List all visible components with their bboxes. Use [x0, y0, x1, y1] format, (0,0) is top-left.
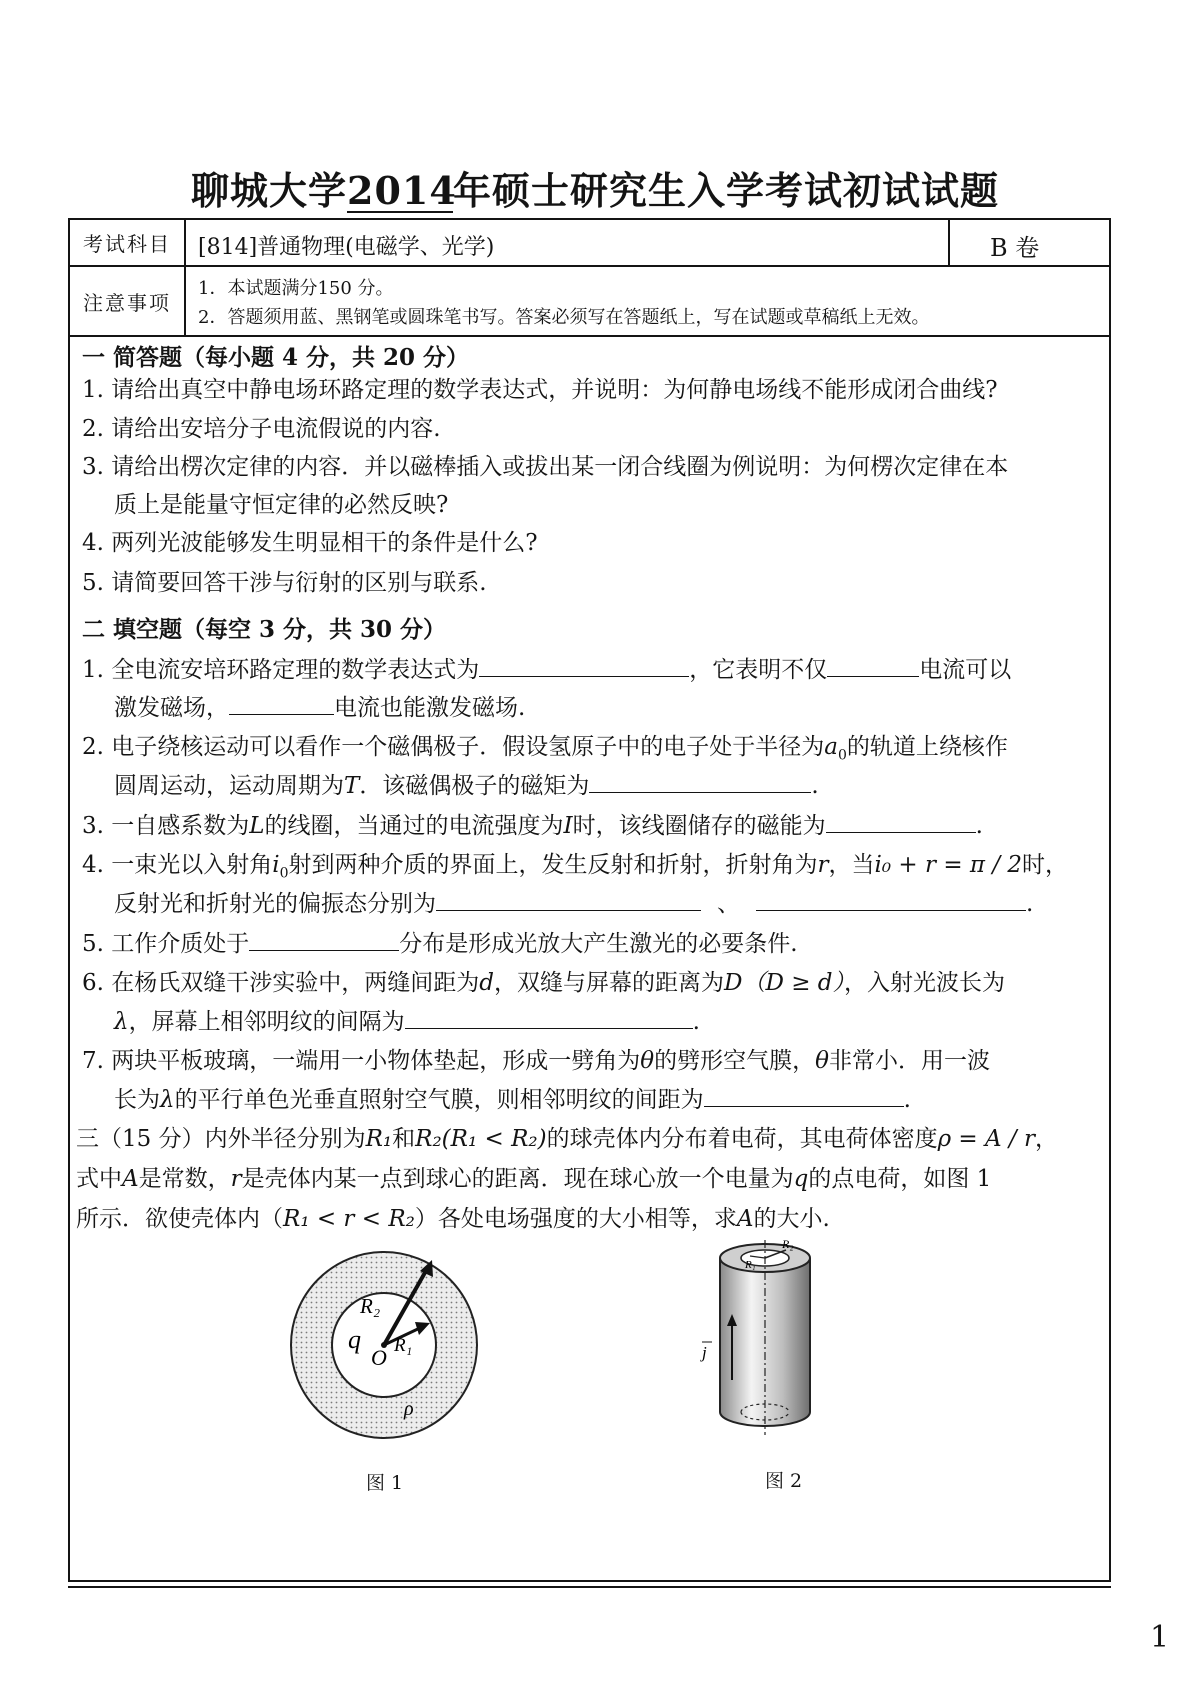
s3-line1: 三（15 分）内外半径分别为R₁和R₂(R₁ < R₂)的球壳体内分布着电荷，其电荷体密度ρ = A / r，	[76, 1126, 1058, 1152]
note-1: 1．本试题满分150 分。	[198, 278, 394, 299]
notes-label: 注意事项	[70, 267, 186, 335]
exam-frame	[68, 218, 1111, 1582]
label-r2: R₂	[782, 1237, 794, 1251]
figure-2-cylinder	[690, 1230, 840, 1445]
exam-year: 2014	[347, 168, 457, 213]
subject-label: 考试科目	[70, 220, 186, 265]
s2-q2b: 圆周运动，运动周期为T．该磁偶极子的磁矩为 .	[114, 770, 1129, 801]
label-r2: R₂	[360, 1294, 381, 1318]
s2-q3: 3. 一自感系数为L的线圈，当通过的电流强度为I时，该线圈储存的磁能为 .	[82, 810, 1097, 841]
page-number: 1	[1150, 1620, 1170, 1655]
s1-q5: 5. 请简要回答干涉与衍射的区别与联系.	[82, 570, 487, 596]
figure-1-caption: 图 1	[366, 1472, 404, 1494]
s2-q4a: 4. 一束光以入射角$i_0$射到两种介质的界面上，发生反射和折射，折射角为r，当i₀ + r = π / 2时，	[82, 852, 1069, 882]
subject-value: [814]普通物理(电磁学、光学)	[198, 235, 495, 260]
exam-title: 聊城大学2014年硕士研究生入学考试初试试题	[190, 168, 1000, 213]
figure-1-spherical-shell	[284, 1245, 484, 1445]
label-r1: R₁	[394, 1335, 413, 1356]
label-j: j	[702, 1343, 707, 1362]
label-rho: ρ	[404, 1398, 414, 1420]
s1-q1: 1. 请给出真空中静电场环路定理的数学表达式，并说明：为何静电场线不能形成闭合曲线?	[82, 377, 998, 403]
s2-q5: 5. 工作介质处于 分布是形成光放大产生激光的必要条件.	[82, 928, 1097, 959]
s1-q2: 2. 请给出安培分子电流假说的内容.	[82, 416, 441, 442]
s1-q3a: 3. 请给出楞次定律的内容．并以磁棒插入或拔出某一闭合线圈为例说明：为何楞次定律在本	[82, 454, 1009, 480]
label-r1: R₁	[745, 1259, 756, 1271]
s2-q4b: 反射光和折射光的偏振态分别为 、 .	[114, 888, 1129, 919]
s2-q7a: 7. 两块平板玻璃，一端用一小物体垫起，形成一劈角为θ的劈形空气膜，θ非常小．用一波	[82, 1048, 990, 1074]
s2-q1b: 激发磁场， 电流也能激发磁场.	[114, 692, 1129, 723]
figure-2-caption: 图 2	[765, 1470, 803, 1492]
paper-version: B 卷	[990, 234, 1040, 262]
s2-q7b: 长为λ的平行单色光垂直照射空气膜，则相邻明纹的间距为 .	[114, 1084, 1129, 1115]
note-2: 2．答题须用蓝、黑钢笔或圆珠笔书写。答案必须写在答题纸上，写在试题或草稿纸上无效。	[198, 307, 930, 328]
s3-line3: 所示．欲使壳体内（R₁ < r < R₂）各处电场强度的大小相等，求A的大小.	[76, 1206, 830, 1232]
section1-heading: 一 简答题（每小题 4 分，共 20 分）	[82, 344, 470, 371]
notes-row	[70, 267, 1109, 337]
s2-q1a: 1. 全电流安培环路定理的数学表达式为 ，它表明不仅 电流可以	[82, 654, 1097, 685]
s1-q3b: 质上是能量守恒定律的必然反映?	[114, 492, 449, 518]
frame-double-bottom	[68, 1586, 1111, 1588]
s2-q6a: 6. 在杨氏双缝干涉实验中，两缝间距为d，双缝与屏幕的距离为D（D ≥ d），入射光波长为	[82, 970, 1006, 996]
s2-q2a: 2. 电子绕核运动可以看作一个磁偶极子．假设氢原子中的电子处于半径为$a_0$的轨道上绕核作	[82, 734, 1008, 764]
subject-row	[70, 220, 1109, 267]
s2-q6b: λ，屏幕上相邻明纹的间隔为 .	[114, 1006, 1129, 1037]
section2-heading: 二 填空题（每空 3 分，共 30 分）	[82, 616, 447, 643]
s3-line2: 式中A是常数，r是壳体内某一点到球心的距离．现在球心放一个电量为q的点电荷，如图 1	[76, 1166, 992, 1192]
label-q: q	[348, 1325, 361, 1354]
label-o: O	[371, 1345, 387, 1370]
s1-q4: 4. 两列光波能够发生明显相干的条件是什么?	[82, 530, 538, 556]
